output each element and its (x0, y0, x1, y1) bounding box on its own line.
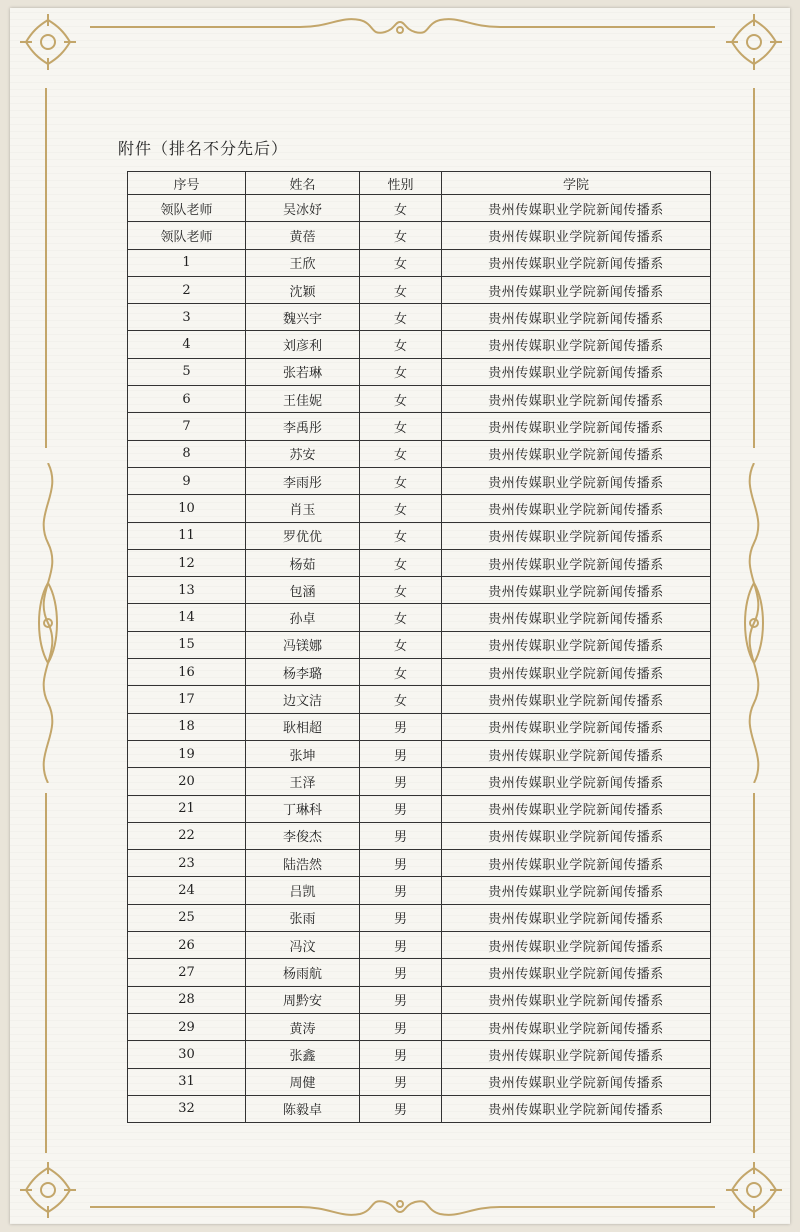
header-college: 学院 (442, 172, 711, 195)
cell-college: 贵州传媒职业学院新闻传播系 (442, 1068, 711, 1095)
cell-college: 贵州传媒职业学院新闻传播系 (442, 822, 711, 849)
cell-gender: 女 (360, 604, 442, 631)
bottom-border-line (90, 1206, 300, 1208)
corner-ornament-icon (18, 1160, 78, 1220)
cell-number: 27 (128, 959, 246, 986)
cell-college: 贵州传媒职业学院新闻传播系 (442, 249, 711, 276)
cell-name: 包涵 (246, 577, 360, 604)
cell-number: 8 (128, 440, 246, 467)
attachment-title: 附件（排名不分先后） (118, 139, 289, 158)
cell-college: 贵州传媒职业学院新闻传播系 (442, 713, 711, 740)
cell-gender: 女 (360, 549, 442, 576)
cell-name: 李雨彤 (246, 467, 360, 494)
cell-college: 贵州传媒职业学院新闻传播系 (442, 386, 711, 413)
table-row (128, 822, 711, 849)
cell-name: 孙卓 (246, 604, 360, 631)
cell-gender: 女 (360, 331, 442, 358)
cell-gender: 女 (360, 522, 442, 549)
table-row (128, 358, 711, 385)
table-row (128, 195, 711, 222)
table-row (128, 768, 711, 795)
cell-name: 吴冰妤 (246, 195, 360, 222)
cell-gender: 男 (360, 795, 442, 822)
cell-name: 周黔安 (246, 986, 360, 1013)
cell-name: 陆浩然 (246, 850, 360, 877)
cell-college: 贵州传媒职业学院新闻传播系 (442, 440, 711, 467)
cell-name: 杨李璐 (246, 659, 360, 686)
cell-number: 31 (128, 1068, 246, 1095)
right-border-line (753, 88, 755, 448)
cell-gender: 男 (360, 1068, 442, 1095)
cell-college: 贵州传媒职业学院新闻传播系 (442, 932, 711, 959)
table-row (128, 904, 711, 931)
cell-college: 贵州传媒职业学院新闻传播系 (442, 659, 711, 686)
cell-gender: 女 (360, 249, 442, 276)
right-side-flourish-icon (734, 463, 774, 783)
cell-gender: 男 (360, 1095, 442, 1122)
cell-college: 贵州传媒职业学院新闻传播系 (442, 604, 711, 631)
table-row (128, 1068, 711, 1095)
cell-name: 冯镁娜 (246, 631, 360, 658)
cell-number: 25 (128, 904, 246, 931)
table-row (128, 577, 711, 604)
cell-number: 11 (128, 522, 246, 549)
table-row (128, 959, 711, 986)
cell-college: 贵州传媒职业学院新闻传播系 (442, 358, 711, 385)
table-row (128, 713, 711, 740)
cell-number: 24 (128, 877, 246, 904)
table-row (128, 986, 711, 1013)
cell-college: 贵州传媒职业学院新闻传播系 (442, 195, 711, 222)
cell-name: 沈颖 (246, 276, 360, 303)
cell-name: 耿相超 (246, 713, 360, 740)
cell-gender: 男 (360, 986, 442, 1013)
cell-number: 26 (128, 932, 246, 959)
cell-number: 19 (128, 740, 246, 767)
table-row (128, 440, 711, 467)
cell-college: 贵州传媒职业学院新闻传播系 (442, 686, 711, 713)
cell-name: 张坤 (246, 740, 360, 767)
cell-gender: 男 (360, 740, 442, 767)
table-row (128, 467, 711, 494)
cell-number: 23 (128, 850, 246, 877)
header-number: 序号 (128, 172, 246, 195)
corner-ornament-icon (724, 12, 784, 72)
cell-name: 肖玉 (246, 495, 360, 522)
cell-gender: 男 (360, 1013, 442, 1040)
cell-college: 贵州传媒职业学院新闻传播系 (442, 986, 711, 1013)
certificate-page (10, 8, 790, 1224)
cell-gender: 男 (360, 877, 442, 904)
cell-number: 领队老师 (128, 222, 246, 249)
table-row (128, 631, 711, 658)
cell-name: 刘彦利 (246, 331, 360, 358)
cell-name: 丁琳科 (246, 795, 360, 822)
left-border-line (45, 88, 47, 448)
cell-name: 黄蓓 (246, 222, 360, 249)
table-row (128, 413, 711, 440)
corner-ornament-icon (18, 12, 78, 72)
cell-name: 李禹彤 (246, 413, 360, 440)
cell-number: 30 (128, 1041, 246, 1068)
cell-number: 15 (128, 631, 246, 658)
cell-gender: 男 (360, 822, 442, 849)
cell-name: 李俊杰 (246, 822, 360, 849)
cell-name: 边文洁 (246, 686, 360, 713)
cell-number: 12 (128, 549, 246, 576)
cell-gender: 女 (360, 440, 442, 467)
cell-college: 贵州传媒职业学院新闻传播系 (442, 1013, 711, 1040)
cell-number: 21 (128, 795, 246, 822)
table-row (128, 549, 711, 576)
table-row (128, 604, 711, 631)
cell-gender: 女 (360, 222, 442, 249)
cell-college: 贵州传媒职业学院新闻传播系 (442, 795, 711, 822)
cell-number: 3 (128, 304, 246, 331)
cell-gender: 女 (360, 413, 442, 440)
table-row (128, 795, 711, 822)
cell-gender: 女 (360, 577, 442, 604)
left-side-flourish-icon (28, 463, 68, 783)
cell-name: 张鑫 (246, 1041, 360, 1068)
cell-college: 贵州传媒职业学院新闻传播系 (442, 768, 711, 795)
cell-number: 14 (128, 604, 246, 631)
cell-name: 杨茹 (246, 549, 360, 576)
cell-gender: 男 (360, 850, 442, 877)
cell-gender: 女 (360, 467, 442, 494)
bottom-border-line (500, 1206, 715, 1208)
cell-gender: 女 (360, 686, 442, 713)
cell-college: 贵州传媒职业学院新闻传播系 (442, 413, 711, 440)
cell-number: 17 (128, 686, 246, 713)
cell-college: 贵州传媒职业学院新闻传播系 (442, 631, 711, 658)
cell-college: 贵州传媒职业学院新闻传播系 (442, 304, 711, 331)
cell-gender: 男 (360, 1041, 442, 1068)
cell-name: 王欣 (246, 249, 360, 276)
top-flourish-icon (300, 12, 500, 42)
cell-gender: 男 (360, 713, 442, 740)
table-row (128, 877, 711, 904)
table-row (128, 850, 711, 877)
table-row (128, 659, 711, 686)
cell-number: 4 (128, 331, 246, 358)
cell-number: 13 (128, 577, 246, 604)
cell-name: 罗优优 (246, 522, 360, 549)
top-border-line (500, 26, 715, 28)
cell-name: 冯汶 (246, 932, 360, 959)
cell-gender: 女 (360, 659, 442, 686)
cell-college: 贵州传媒职业学院新闻传播系 (442, 467, 711, 494)
table-row (128, 331, 711, 358)
cell-name: 黄涛 (246, 1013, 360, 1040)
cell-gender: 女 (360, 195, 442, 222)
table-row (128, 522, 711, 549)
table-row (128, 1013, 711, 1040)
cell-name: 张若琳 (246, 358, 360, 385)
cell-gender: 女 (360, 495, 442, 522)
cell-college: 贵州传媒职业学院新闻传播系 (442, 740, 711, 767)
cell-college: 贵州传媒职业学院新闻传播系 (442, 222, 711, 249)
left-border-line (45, 793, 47, 1153)
cell-number: 1 (128, 249, 246, 276)
cell-gender: 女 (360, 358, 442, 385)
cell-gender: 男 (360, 932, 442, 959)
cell-college: 贵州传媒职业学院新闻传播系 (442, 522, 711, 549)
cell-gender: 男 (360, 959, 442, 986)
cell-number: 领队老师 (128, 195, 246, 222)
roster-body (128, 195, 711, 1123)
cell-number: 5 (128, 358, 246, 385)
header-name: 姓名 (246, 172, 360, 195)
cell-number: 16 (128, 659, 246, 686)
cell-gender: 女 (360, 304, 442, 331)
cell-number: 6 (128, 386, 246, 413)
cell-name: 杨雨航 (246, 959, 360, 986)
cell-number: 20 (128, 768, 246, 795)
cell-number: 2 (128, 276, 246, 303)
roster-table (127, 171, 711, 1123)
table-row (128, 1041, 711, 1068)
cell-gender: 男 (360, 904, 442, 931)
cell-college: 贵州传媒职业学院新闻传播系 (442, 1095, 711, 1122)
cell-college: 贵州传媒职业学院新闻传播系 (442, 959, 711, 986)
table-header-row (128, 172, 711, 195)
table-row (128, 932, 711, 959)
cell-name: 王佳妮 (246, 386, 360, 413)
table-row (128, 495, 711, 522)
table-row (128, 249, 711, 276)
cell-college: 贵州传媒职业学院新闻传播系 (442, 877, 711, 904)
cell-number: 29 (128, 1013, 246, 1040)
cell-college: 贵州传媒职业学院新闻传播系 (442, 549, 711, 576)
table-row (128, 386, 711, 413)
bottom-flourish-icon (300, 1192, 500, 1222)
cell-name: 陈毅卓 (246, 1095, 360, 1122)
cell-number: 10 (128, 495, 246, 522)
cell-name: 张雨 (246, 904, 360, 931)
cell-number: 32 (128, 1095, 246, 1122)
cell-name: 魏兴宇 (246, 304, 360, 331)
table-row (128, 222, 711, 249)
cell-name: 吕凯 (246, 877, 360, 904)
cell-name: 苏安 (246, 440, 360, 467)
cell-college: 贵州传媒职业学院新闻传播系 (442, 904, 711, 931)
cell-gender: 女 (360, 276, 442, 303)
cell-number: 9 (128, 467, 246, 494)
cell-number: 18 (128, 713, 246, 740)
cell-gender: 女 (360, 386, 442, 413)
cell-college: 贵州传媒职业学院新闻传播系 (442, 331, 711, 358)
cell-name: 王泽 (246, 768, 360, 795)
table-row (128, 304, 711, 331)
cell-college: 贵州传媒职业学院新闻传播系 (442, 1041, 711, 1068)
corner-ornament-icon (724, 1160, 784, 1220)
table-row (128, 686, 711, 713)
cell-name: 周健 (246, 1068, 360, 1095)
cell-number: 28 (128, 986, 246, 1013)
cell-college: 贵州传媒职业学院新闻传播系 (442, 850, 711, 877)
cell-number: 22 (128, 822, 246, 849)
header-gender: 性别 (360, 172, 442, 195)
table-row (128, 740, 711, 767)
cell-gender: 男 (360, 768, 442, 795)
cell-college: 贵州传媒职业学院新闻传播系 (442, 276, 711, 303)
top-border-line (90, 26, 300, 28)
cell-college: 贵州传媒职业学院新闻传播系 (442, 577, 711, 604)
cell-number: 7 (128, 413, 246, 440)
table-row (128, 1095, 711, 1122)
right-border-line (753, 793, 755, 1153)
cell-gender: 女 (360, 631, 442, 658)
cell-college: 贵州传媒职业学院新闻传播系 (442, 495, 711, 522)
table-row (128, 276, 711, 303)
